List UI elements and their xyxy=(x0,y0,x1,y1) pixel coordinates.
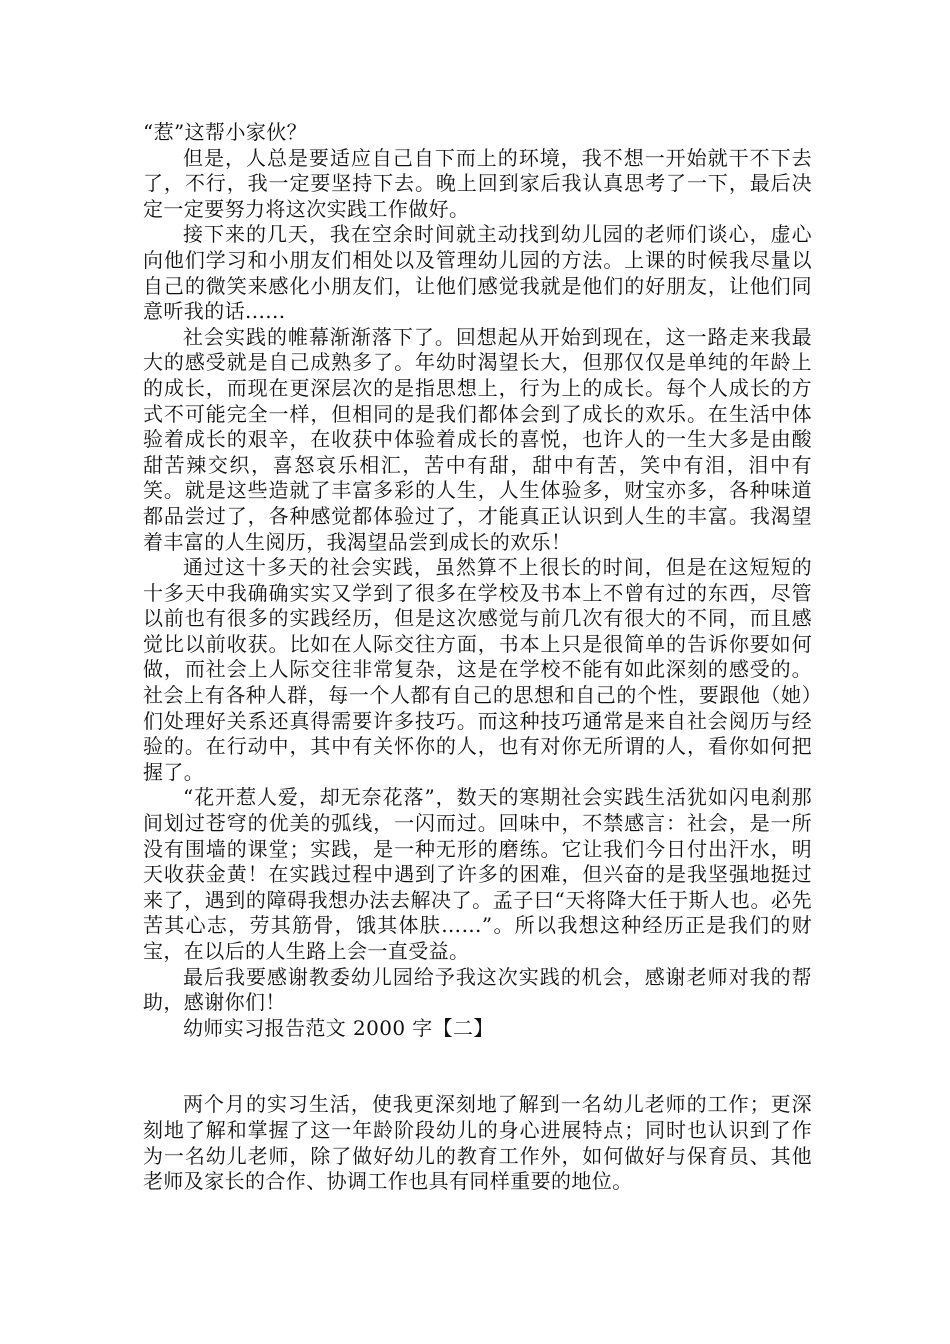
paragraph: 社会实践的帷幕渐渐落下了。回想起从开始到现在，这一路走来我最大的感受就是自己成熟多了。年幼时渴望长大，但那仅仅是单纯的年龄上的成长，而现在更深层次的是指思想上，行为上的成长。每个人成长的方式不可能完全一样，但相同的是我们都体会到了成长的欢乐。在生活中体验着成长的艰辛，在收获中体验着成长的喜悦，也许人的一生大多是由酸甜苦辣交织，喜怒哀乐相汇，苦中有甜，甜中有苦，笑中有泪，泪中有笑。就是这些造就了丰富多彩的人生，人生体验多，财宝亦多，各种味道都品尝过了，各种感觉都体验过了，才能真正认识到人生的丰富。我渴望着丰富的人生阅历，我渴望品尝到成长的欢乐！ xyxy=(143,324,812,554)
paragraph: “花开惹人爱，却无奈花落”，数天的寒期社会实践生活犹如闪电刹那间划过苍穹的优美的弧线，一闪而过。回味中，不禁感言：社会，是一所没有围墙的课堂；实践，是一种无形的磨练。它让我们今日付出汗水，明天收获金黄！在实践过程中遇到了许多的困难，但兴奋的是我坚强地挺过来了，遇到的障碍我想办法去解决了。孟子曰“天将降大任于斯人也。必先苦其心志，劳其筋骨，饿其体肤……”。所以我想这种经历正是我们的财宝，在以后的人生路上会一直受益。 xyxy=(143,785,812,963)
paragraph: 两个月的实习生活，使我更深刻地了解到一名幼儿老师的工作；更深刻地了解和掌握了这一年龄阶段幼儿的身心进展特点；同时也认识到了作为一名幼儿老师，除了做好幼儿的教育工作外，如何做好与保育员、其他老师及家长的合作、协调工作也具有同样重要的地位。 xyxy=(143,1092,812,1194)
paragraph: 接下来的几天，我在空余时间就主动找到幼儿园的老师们谈心，虚心向他们学习和小朋友们相处以及管理幼儿园的方法。上课的时候我尽量以自己的微笑来感化小朋友们，让他们感觉我就是他们的好朋友，让他们同意听我的话...... xyxy=(143,222,812,324)
paragraph-continuation: “惹”这帮小家伙？ xyxy=(143,120,308,144)
blank-line xyxy=(143,1041,812,1092)
section-heading: 幼师实习报告范文 2000 字【二】 xyxy=(183,1015,494,1040)
paragraph: 通过这十多天的社会实践，虽然算不上很长的时间，但是在这短短的十多天中我确确实实又学到了很多在学校及书本上不曾有过的东西，尽管以前也有很多的实践经历，但是这次感觉与前几次有很大的不同，而且感觉比以前收获。比如在人际交往方面，书本上只是很简单的告诉你要如何做，而社会上人际交往非常复杂，这是在学校不能有如此深刻的感受的。社会上有各种人群，每一个人都有自己的思想和自己的个性，要跟他（她）们处理好关系还真得需要许多技巧。而这种技巧通常是来自社会阅历与经验的。在行动中，其中有关怀你的人，也有对你无所谓的人，看你如何把握了。 xyxy=(143,555,812,784)
paragraph: 但是，人总是要适应自己自下而上的环境，我不想一开始就干不下去了，不行，我一定要坚持下去。晚上回到家后我认真思考了一下，最后决定一定要努力将这次实践工作做好。 xyxy=(143,145,812,221)
paragraph: 最后我要感谢教委幼儿园给予我这次实践的机会，感谢老师对我的帮助，感谢你们！ xyxy=(143,964,812,1015)
